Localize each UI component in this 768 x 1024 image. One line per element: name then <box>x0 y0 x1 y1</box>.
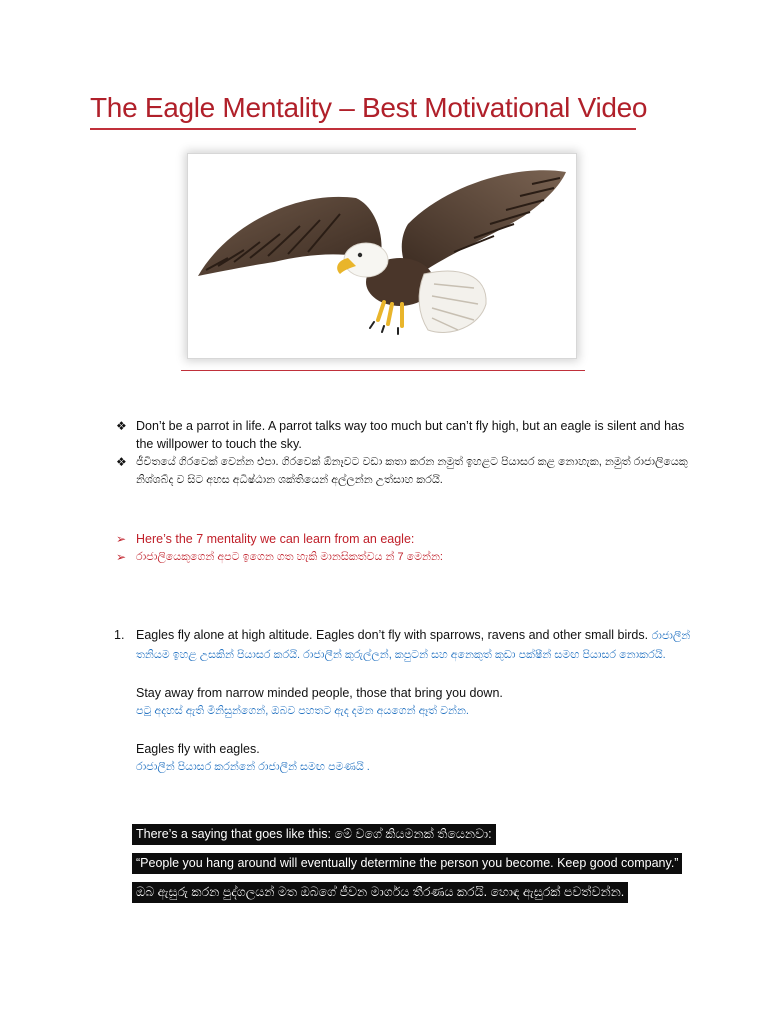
advice-text-en: Stay away from narrow minded people, those that bring you down. <box>136 686 503 700</box>
title-underline <box>90 128 636 130</box>
diamond-bullet-icon: ❖ <box>116 419 127 433</box>
intro-bullets <box>116 417 696 489</box>
bullet-text: ජීවිතයේ ගිරවෙක් වෙන්න එපා. ගිරවෙක් ඕනෑවට වඩා කතා කරන නමුත් ඉහළට පියාසර කළ නොහැක, නමුත් රාජාලියෙකු නිශ්ශබ්ද ව සිට අහස අධිෂ්ඨාන ශක්තියෙන් අල්ලන්න උත්සාහ කරයි. <box>136 456 688 486</box>
eagle-image <box>188 154 576 358</box>
point-text-si: රාජාලීන් තනියම ඉහළ උසකින් පියාසර කරයි. රාජාලීන් කුරුල්ලන්, කපුටන් සහ අනෙකුත් කුඩා පක්ෂීන් සමඟ පියාසර නොකරයි. <box>136 630 691 661</box>
numbered-point-1 <box>114 626 704 776</box>
diamond-bullet-icon: ❖ <box>116 455 127 469</box>
motto-text-si: රාජාලීන් පියාසර කරන්නේ රාජාලීන් සමඟ පමණයි . <box>136 761 370 773</box>
motto-text-en: Eagles fly with eagles. <box>136 742 260 756</box>
divider-line <box>181 370 585 371</box>
list-item <box>116 453 696 489</box>
page-title: The Eagle Mentality – Best Motivational Video <box>90 92 648 123</box>
point-paragraph <box>136 626 704 664</box>
advice-text-si: පටු අදහස් ඇති මිනිසුන්ගෙන්, ඔබව පහතට ඇද දමන අයගෙන් ඈත් වන්න. <box>136 705 469 717</box>
list-item <box>116 548 696 566</box>
saying-intro: There’s a saying that goes like this: මේ වගේ කියමනක් තියෙනවා: <box>132 824 496 845</box>
red-bullets <box>116 530 696 566</box>
list-item <box>116 530 696 548</box>
saying-quote: “People you hang around will eventually determine the person you become. Keep good company.” <box>132 853 682 874</box>
point-text-en: Eagles fly alone at high altitude. Eagles don’t fly with sparrows, ravens and other small birds. <box>136 628 649 642</box>
arrow-bullet-icon: ➢ <box>116 550 127 564</box>
sayings-block <box>132 824 712 911</box>
eagle-illustration <box>188 154 576 358</box>
list-item <box>116 417 696 453</box>
bullet-text: රාජාලියෙකුගෙන් අපට ඉගෙන ගත හැකි මානසිකත්වය න් 7 මෙන්න: <box>136 551 443 563</box>
arrow-bullet-icon: ➢ <box>116 532 127 546</box>
list-number: 1. <box>114 628 125 642</box>
saying-translation: ඔබ ඇසුරු කරන පුද්ගලයන් මත ඔබගේ ජීවන මාර්ගය තීරණය කරයි. හොඳ ඇසුරක් පවත්වන්න. <box>132 882 628 903</box>
bullet-text: Don’t be a parrot in life. A parrot talks way too much but can’t fly high, but an eagle is silent and has the willpower to touch the sky. <box>136 419 685 451</box>
bullet-text: Here’s the 7 mentality we can learn from an eagle: <box>136 532 415 546</box>
